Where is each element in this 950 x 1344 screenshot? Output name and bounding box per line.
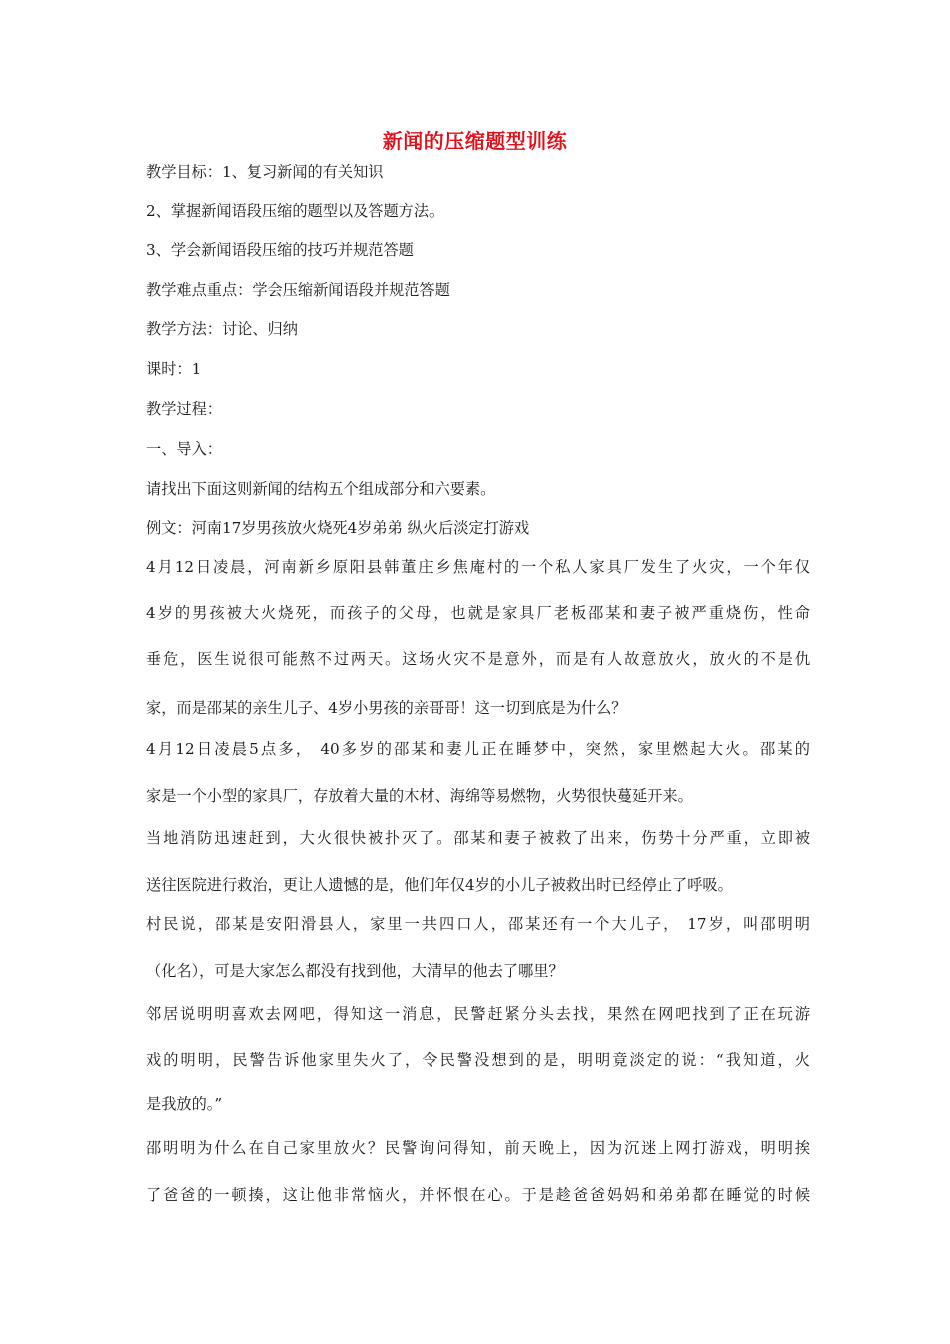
paragraph-line: 邻居说明明喜欢去网吧，得知这一消息，民警赶紧分头去找，果然在网吧找到了正在玩游 bbox=[146, 1005, 810, 1023]
paragraph-line: 村民说，邵某是安阳滑县人，家里一共四口人，邵某还有一个大儿子， 17岁，叫邵明明 bbox=[146, 915, 810, 933]
paragraph-line: 送往医院进行救治，更让人遗憾的是，他们年仅4岁的小儿子被救出时已经停止了呼吸。 bbox=[146, 876, 733, 894]
paragraph-line: （化名），可是大家怎么都没有找到他，大清早的他去了哪里？ bbox=[146, 962, 564, 980]
paragraph-line: 戏的明明，民警告诉他家里失火了，令民警没想到的是，明明竟淡定的说：“我知道，火 bbox=[146, 1051, 810, 1069]
paragraph-line: 4月12日凌晨5点多， 40多岁的邵某和妻儿正在睡梦中，突然，家里燃起大火。邵某的 bbox=[146, 740, 810, 758]
paragraph-line: 垂危，医生说很可能熬不过两天。这场火灾不是意外，而是有人故意放火，放火的不是仇 bbox=[146, 650, 810, 668]
paragraph-line: 4岁的男孩被大火烧死，而孩子的父母，也就是家具厂老板邵某和妻子被严重烧伤，性命 bbox=[146, 604, 810, 622]
objective-line-1: 教学目标：1、复习新闻的有关知识 bbox=[146, 163, 384, 181]
paragraph-line: 邵明明为什么在自己家里放火？民警询问得知，前天晚上，因为沉迷上网打游戏，明明挨 bbox=[146, 1139, 810, 1157]
paragraph-line: 家，而是邵某的亲生儿子、4岁小男孩的亲哥哥！这一切到底是为什么？ bbox=[146, 699, 627, 717]
objective-line-2: 2、掌握新闻语段压缩的题型以及答题方法。 bbox=[146, 202, 445, 220]
intro-heading: 一、导入： bbox=[146, 440, 222, 458]
paragraph-line: 了爸爸的一顿揍，这让他非常恼火，并怀恨在心。于是趁爸爸妈妈和弟弟都在睡觉的时候 bbox=[146, 1186, 810, 1204]
method-line: 教学方法：讨论、归纳 bbox=[146, 320, 298, 338]
paragraph-line: 当地消防迅速赶到，大火很快被扑灭了。邵某和妻子被救了出来，伤势十分严重，立即被 bbox=[146, 829, 810, 847]
paragraph-line: 是我放的。” bbox=[146, 1095, 223, 1113]
key-points-line: 教学难点重点：学会压缩新闻语段并规范答题 bbox=[146, 281, 450, 299]
paragraph-line: 4月12日凌晨，河南新乡原阳县韩董庄乡焦庵村的一个私人家具厂发生了火灾，一个年仅 bbox=[146, 558, 810, 576]
objective-line-3: 3、学会新闻语段压缩的技巧并规范答题 bbox=[146, 241, 414, 259]
class-hours-line: 课时：1 bbox=[146, 360, 202, 378]
process-heading: 教学过程： bbox=[146, 400, 222, 418]
paragraph-line: 家是一个小型的家具厂，存放着大量的木材、海绵等易燃物，火势很快蔓延开来。 bbox=[146, 787, 693, 805]
document-title: 新闻的压缩题型训练 bbox=[382, 129, 568, 153]
task-line: 请找出下面这则新闻的结构五个组成部分和六要素。 bbox=[146, 480, 496, 498]
example-title-line: 例文：河南17岁男孩放火烧死4岁弟弟 纵火后淡定打游戏 bbox=[146, 519, 530, 537]
